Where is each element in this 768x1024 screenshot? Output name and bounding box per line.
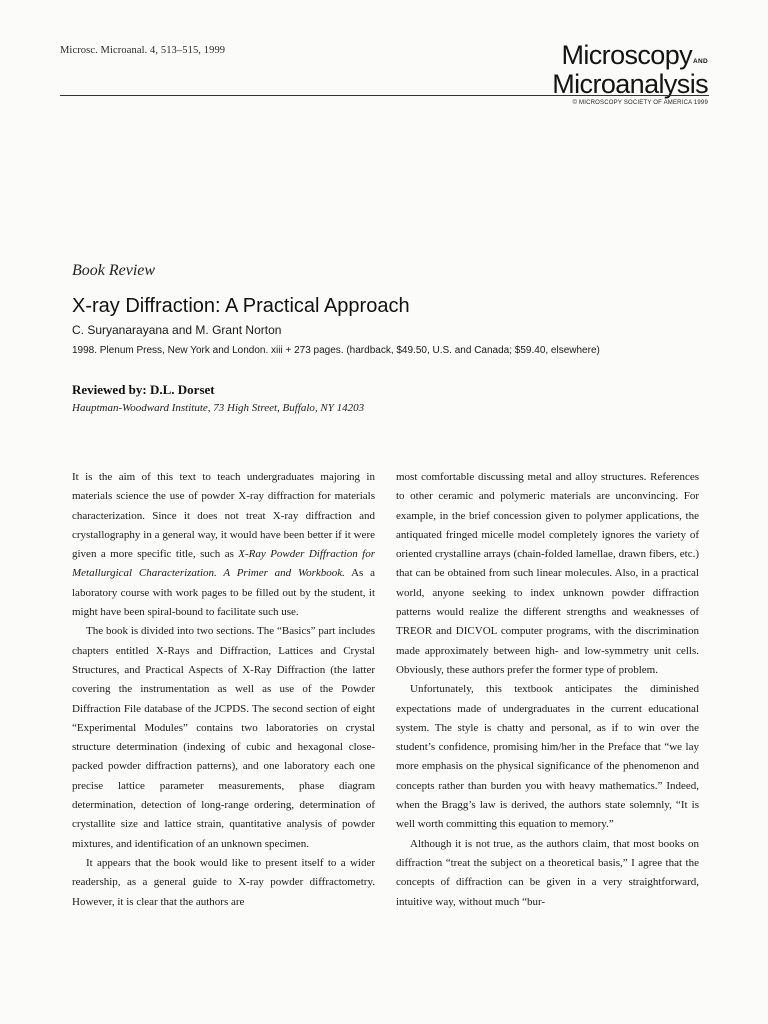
paragraph-text: It is the aim of this text to teach undergraduates majoring in materials science the use of powder X-ray diffraction for materials characterization. Since it does not treat X-ray diffraction and crystallography in a general way, it would have been better if it were given a more specific title, such as: [72, 471, 375, 561]
journal-logo: [508, 40, 708, 99]
book-authors: C. Suryanarayana and M. Grant Norton: [72, 323, 282, 337]
book-title: X-ray Diffraction: A Practical Approach: [72, 295, 410, 317]
reviewer-affiliation: Hauptman-Woodward Institute, 73 High Street, Buffalo, NY 14203: [72, 402, 365, 414]
italic-title-text: X-Ray Powder Diffraction for Metallurgical Characterization. A Primer and Workbook.: [72, 548, 375, 580]
header-divider: [60, 95, 709, 96]
reviewer-name: Reviewed by: D.L. Dorset: [72, 382, 215, 397]
body-column-right: [396, 468, 699, 912]
paragraph: most comfortable discussing metal and alloy structures. References to other ceramic and polymeric materials are unconvincing. For example, in the brief concession given to polymer applications, the antiquated fringed micelle model completely ignores the variety of oriented crystalline arrays (chain-folded lamellae, drawn fibers, etc.) that can be obtained from such linear molecules. Also, in a practical world, anyone seeking to index unknown powder diffraction patterns would realize the different strengths and weaknesses of TREOR and DICVOL computer programs, with the discrimination made approximately between high- and low-symmetry unit cells. Obviously, these authors prefer the former type of problem.: [396, 471, 699, 676]
body-column-left: [72, 468, 375, 912]
paragraph-text: As a laboratory course with work pages to be filled out by the student, it might have been spiral-bound to facilitate such use.: [72, 567, 375, 619]
journal-logo-and: AND: [693, 58, 708, 65]
section-label: Book Review: [72, 262, 156, 279]
paragraph: It appears that the book would like to present itself to a wider readership, as a general guide to X-ray powder diffractometry. However, it is clear that the authors are: [72, 856, 375, 908]
publication-details: 1998. Plenum Press, New York and London. xiii + 273 pages. (hardback, $49.50, U.S. and Canada; $59.40, elsewhere): [72, 345, 600, 356]
paragraph: [72, 468, 375, 622]
paragraph: Unfortunately, this textbook anticipates the diminished expectations made of undergraduates in the current educational system. The style is chatty and personal, as if to win over the student’s confidence, promising him/her in the Preface that “we lay more emphasis on the physical significance of the phenomenon and concepts rather than burden you with heavy mathematics.” Indeed, when the Bragg’s law is derived, the authors state solemnly, “It is well worth committing this equation to memory.”: [396, 683, 699, 831]
journal-logo-microscopy: Microscopy: [561, 40, 693, 70]
copyright-notice: © MICROSCOPY SOCIETY OF AMERICA 1999: [572, 100, 708, 106]
journal-citation: Microsc. Microanal. 4, 513–515, 1999: [60, 45, 226, 56]
paragraph: Although it is not true, as the authors claim, that most books on diffraction “treat the subject on a theoretical basis,” I agree that the concepts of diffraction can be given in a very straightforward, intuitive way, without much “bur-: [396, 837, 699, 908]
paragraph: The book is divided into two sections. The “Basics” part includes chapters entitled X-Rays and Diffraction, Lattices and Crystal Structures, and Practical Aspects of X-Ray Diffraction (the latter covering the instrumentation as well as use of the Powder Diffraction File database of the JCPDS. The second section of eight “Experimental Modules” contains two laboratories on crystal structure determination (indexing of cubic and hexagonal close-packed powder diffraction patterns), and one laboratory each one precise lattice parameter measurements, phase diagram determination, detection of long-range ordering, determination of crystallite size and lattice strain, quantitative analysis of powder mixtures, and identification of an unknown specimen.: [72, 625, 375, 850]
journal-logo-microanalysis: Microanalysis: [552, 69, 708, 99]
